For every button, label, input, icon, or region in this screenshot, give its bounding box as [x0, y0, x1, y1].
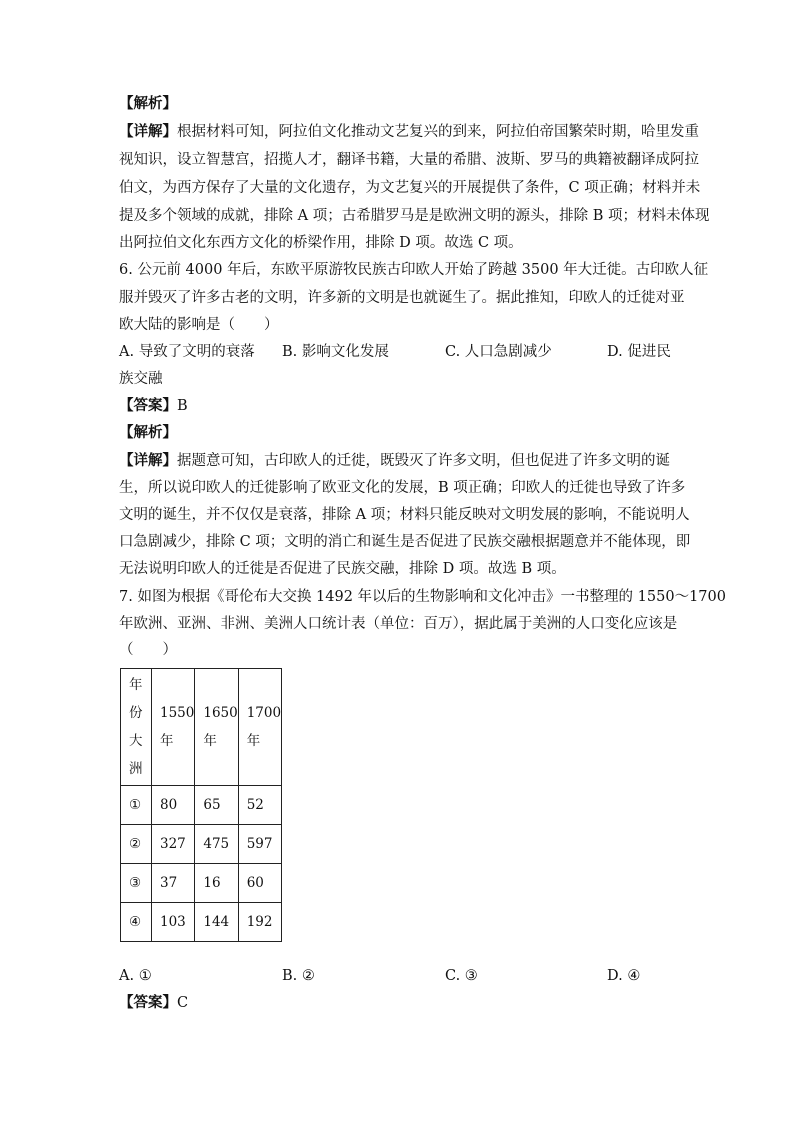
q7-stem-line-3: （ ） — [119, 642, 177, 658]
q5-detail-label: 【详解】 — [119, 124, 177, 140]
table-cell: 52 — [238, 786, 281, 825]
q6-answer-label: 【答案】 — [119, 398, 177, 414]
q6-detail-line-2: 生，所以说印欧人的迁徙影响了欧亚文化的发展，B 项正确；印欧人的迁徙也导致了许多 — [119, 480, 686, 496]
q6-stem-line-1: 6. 公元前 4000 年后，东欧平原游牧民族古印欧人开始了跨越 3500 年大迁徙。古印欧人征 — [119, 262, 709, 278]
q6-detail-line-3: 文明的诞生，并不仅仅是衰落，排除 A 项；材料只能反映对文明发展的影响，不能说明人 — [119, 507, 690, 523]
q6-stem-line-2: 服并毁灭了许多古老的文明，许多新的文明是也就诞生了。据此推知，印欧人的迁徙对亚 — [119, 290, 685, 306]
q6-option-a: A. 导致了文明的衰落 — [119, 344, 255, 360]
q7-option-d: D. ④ — [607, 968, 641, 984]
q7-option-a: A. ① — [119, 968, 152, 984]
table-row-label: ① — [121, 786, 152, 825]
table-cell: 65 — [195, 786, 238, 825]
q7-answer-value: C — [177, 995, 189, 1011]
q6-option-d-continued: 族交融 — [119, 371, 163, 387]
table-row — [121, 825, 282, 864]
table-row-label: ③ — [121, 864, 152, 903]
table-corner-cell: 年 份 大 洲 — [121, 669, 152, 786]
table-row-label: ② — [121, 825, 152, 864]
table-cell: 597 — [238, 825, 281, 864]
q6-detail-line-5: 无法说明印欧人的迁徙是否促进了民族交融，排除 D 项。故选 B 项。 — [119, 561, 566, 577]
table-cell: 475 — [195, 825, 238, 864]
q6-answer — [119, 396, 188, 416]
q7-stem-line-1: 7. 如图为根据《哥伦布大交换 1492 年以后的生物影响和文化冲击》一书整理的 1550～1700 — [119, 589, 726, 605]
table-year-1550: 1550 年 — [152, 669, 195, 786]
q6-detail-line-4: 口急剧减少，排除 C 项；文明的消亡和诞生是否促进了民族交融根据题意并不能体现，即 — [119, 534, 691, 550]
q5-detail-line-2: 视知识，设立智慧宫，招揽人才，翻译书籍，大量的希腊、波斯、罗马的典籍被翻译成阿拉 — [119, 152, 699, 168]
table-cell: 80 — [152, 786, 195, 825]
table-cell: 16 — [195, 864, 238, 903]
q6-option-d: D. 促进民 — [607, 344, 671, 360]
table-cell: 192 — [238, 903, 281, 942]
q5-detail-line-1: 【详解】根据材料可知，阿拉伯文化推动文艺复兴的到来，阿拉伯帝国繁荣时期，哈里发重 — [119, 124, 699, 140]
q6-option-b: B. 影响文化发展 — [282, 344, 389, 360]
table-header-row — [121, 669, 282, 786]
q6-answer-value: B — [177, 398, 188, 414]
q5-detail-line-3: 伯文，为西方保存了大量的文化遗存，为文艺复兴的开展提供了条件，C 项正确；材料并未 — [119, 180, 701, 196]
q7-option-c: C. ③ — [445, 968, 478, 984]
q6-option-c: C. 人口急剧减少 — [445, 344, 552, 360]
table-cell: 327 — [152, 825, 195, 864]
q7-answer — [119, 993, 188, 1013]
q6-stem-line-3: 欧大陆的影响是（ ） — [119, 317, 279, 333]
q5-detail-line-4: 提及多个领域的成就，排除 A 项；古希腊罗马是是欧洲文明的源头，排除 B 项；材料未体现 — [119, 208, 710, 224]
table-cell: 60 — [238, 864, 281, 903]
table-row — [121, 786, 282, 825]
table-row — [121, 864, 282, 903]
q6-detail-label: 【详解】 — [119, 453, 177, 469]
q7-answer-label: 【答案】 — [119, 995, 177, 1011]
table-year-1650: 1650 年 — [195, 669, 238, 786]
table-year-1700: 1700 年 — [238, 669, 281, 786]
table-row-label: ④ — [121, 903, 152, 942]
q6-analysis-label: 【解析】 — [119, 425, 177, 441]
q5-analysis-label: 【解析】 — [119, 96, 177, 112]
table-row — [121, 903, 282, 942]
q7-stem-line-2: 年欧洲、亚洲、非洲、美洲人口统计表（单位：百万），据此属于美洲的人口变化应该是 — [119, 616, 678, 632]
population-table — [120, 668, 282, 942]
table-cell: 37 — [152, 864, 195, 903]
q5-detail-line-5: 出阿拉伯文化东西方文化的桥梁作用，排除 D 项。故选 C 项。 — [119, 235, 523, 251]
q7-option-b: B. ② — [282, 968, 315, 984]
table-cell: 103 — [152, 903, 195, 942]
q6-detail-line-1: 【详解】据题意可知，古印欧人的迁徙，既毁灭了许多文明，但也促进了许多文明的诞 — [119, 453, 670, 469]
table-cell: 144 — [195, 903, 238, 942]
